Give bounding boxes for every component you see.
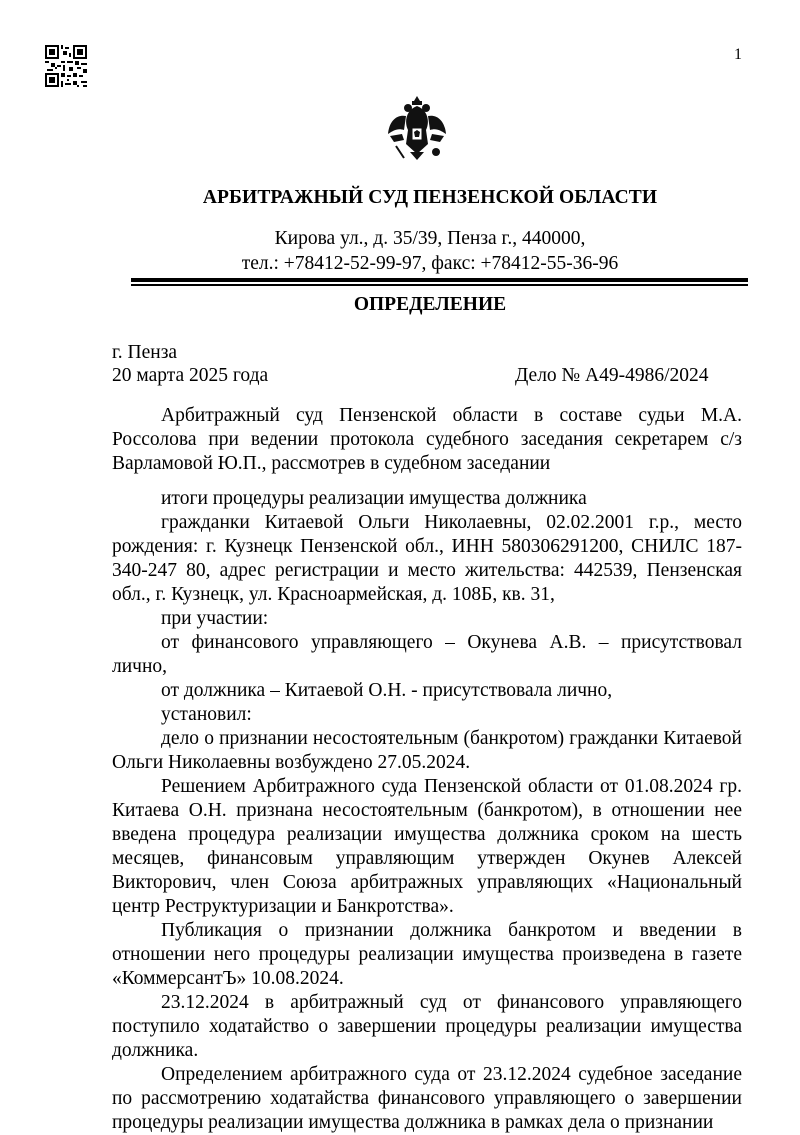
- document-date: 20 марта 2025 года: [112, 365, 269, 386]
- header-divider-thin: [131, 284, 748, 286]
- court-address: Кирова ул., д. 35/39, Пенза г., 440000,: [274, 228, 586, 249]
- established-label: установил:: [161, 704, 252, 725]
- participant-debtor: от должника – Китаевой О.Н. - присутствовала лично,: [161, 680, 613, 701]
- intro-paragraph: [112, 404, 742, 476]
- document-type: ОПРЕДЕЛЕНИЕ: [353, 294, 507, 315]
- court-name: АРБИТРАЖНЫЙ СУД ПЕНЗЕНСКОЙ ОБЛАСТИ: [202, 187, 658, 208]
- paragraph-publication: Публикация о признании должника банкротом и введении в отношении него процедуры реализации имущества произведена в газете «КоммерсантЪ» 10.08.2024.: [112, 920, 742, 989]
- document-body: [112, 487, 742, 1135]
- court-contacts: тел.: +78412-52-99-97, факс: +78412-55-36-96: [241, 253, 619, 274]
- city: г. Пенза: [112, 342, 178, 363]
- debtor-details: гражданки Китаевой Ольги Николаевны, 02.02.2001 г.р., место рождения: г. Кузнецк Пензенской обл., ИНН 580306291200, СНИЛС 187-340-247 80, адрес регистрации и место жительства: 442539, Пензенская обл., г. Кузнецк, ул. Красноармейская, д. 108Б, кв. 31,: [112, 512, 742, 605]
- intro-text: Арбитражный суд Пензенской области в составе судьи М.А. Россолова при ведении протокола судебного заседания секретарем с/з Варламовой Ю.П., рассмотрев в судебном заседании: [112, 405, 742, 474]
- paragraph-petition: 23.12.2024 в арбитражный суд от финансового управляющего поступило ходатайство о завершении процедуры реализации имущества должника.: [112, 992, 742, 1061]
- paragraph-case-initiated: дело о признании несостоятельным (банкротом) гражданки Китаевой Ольги Николаевны возбуждено 27.05.2024.: [112, 728, 742, 773]
- qr-code-icon: [45, 45, 87, 87]
- paragraph-hearing: Определением арбитражного суда от 23.12.2024 судебное заседание по рассмотрению ходатайства финансового управляющего о завершении процедуры реализации имущества должника в рамках дела о признании: [112, 1064, 742, 1133]
- participation-label: при участии:: [161, 608, 269, 629]
- header-divider-thick: [131, 278, 748, 282]
- participant-financial-manager: от финансового управляющего – Окунева А.В. – присутствовал лично,: [112, 632, 742, 677]
- page-number: 1: [734, 46, 742, 63]
- paragraph-decision: Решением Арбитражного суда Пензенской области от 01.08.2024 гр. Китаева О.Н. признана несостоятельным (банкротом), в отношении нее введена процедура реализации имущества должника сроком на шесть месяцев, финансовым управляющим утвержден Окунев Алексей Викторович, член Союза арбитражных управляющих «Национальный центр Реструктуризации и Банкротства».: [112, 776, 742, 917]
- coat-of-arms-icon: [384, 94, 450, 162]
- subject-text: итоги процедуры реализации имущества должника: [161, 488, 587, 509]
- case-number: Дело № А49-4986/2024: [515, 365, 709, 386]
